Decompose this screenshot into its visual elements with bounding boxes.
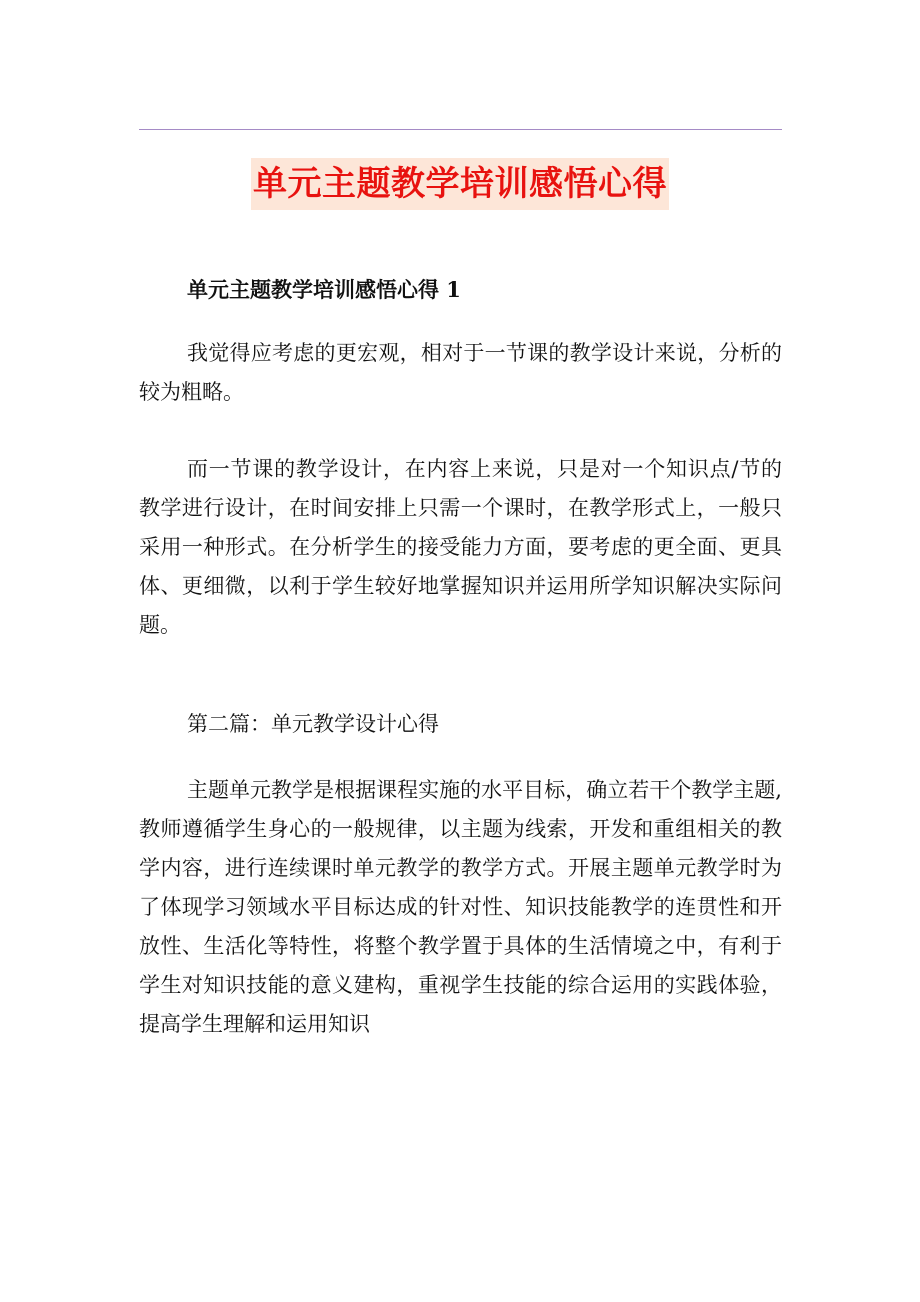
header-rule	[139, 129, 782, 130]
paragraph-2: 而一节课的教学设计，在内容上来说，只是对一个知识点/节的教学进行设计，在时间安排上只需一个课时，在教学形式上，一般只采用一种形式。在分析学生的接受能力方面，要考虑的更全面、更具体、更细微，以利于学生较好地掌握知识并运用所学知识解决实际问题。	[139, 457, 782, 637]
title-container	[0, 158, 920, 210]
section-heading: 单元主题教学培训感悟心得 1	[187, 277, 461, 302]
subheading-part-two: 第二篇：单元教学设计心得	[187, 712, 439, 736]
document-title: 单元主题教学培训感悟心得	[251, 158, 669, 210]
paragraph-3: 主题单元教学是根据课程实施的水平目标，确立若干个教学主题,教师遵循学生身心的一般规律，以主题为线索，开发和重组相关的教学内容，进行连续课时单元教学的教学方式。开展主题单元教学时为了体现学习领域水平目标达成的针对性、知识技能教学的连贯性和开放性、生活化等特性，将整个教学置于具体的生活情境之中，有利于学生对知识技能的意义建构，重视学生技能的综合运用的实践体验，提高学生理解和运用知识	[139, 778, 782, 1036]
paragraph-1: 我觉得应考虑的更宏观，相对于一节课的教学设计来说，分析的较为粗略。	[139, 341, 782, 404]
